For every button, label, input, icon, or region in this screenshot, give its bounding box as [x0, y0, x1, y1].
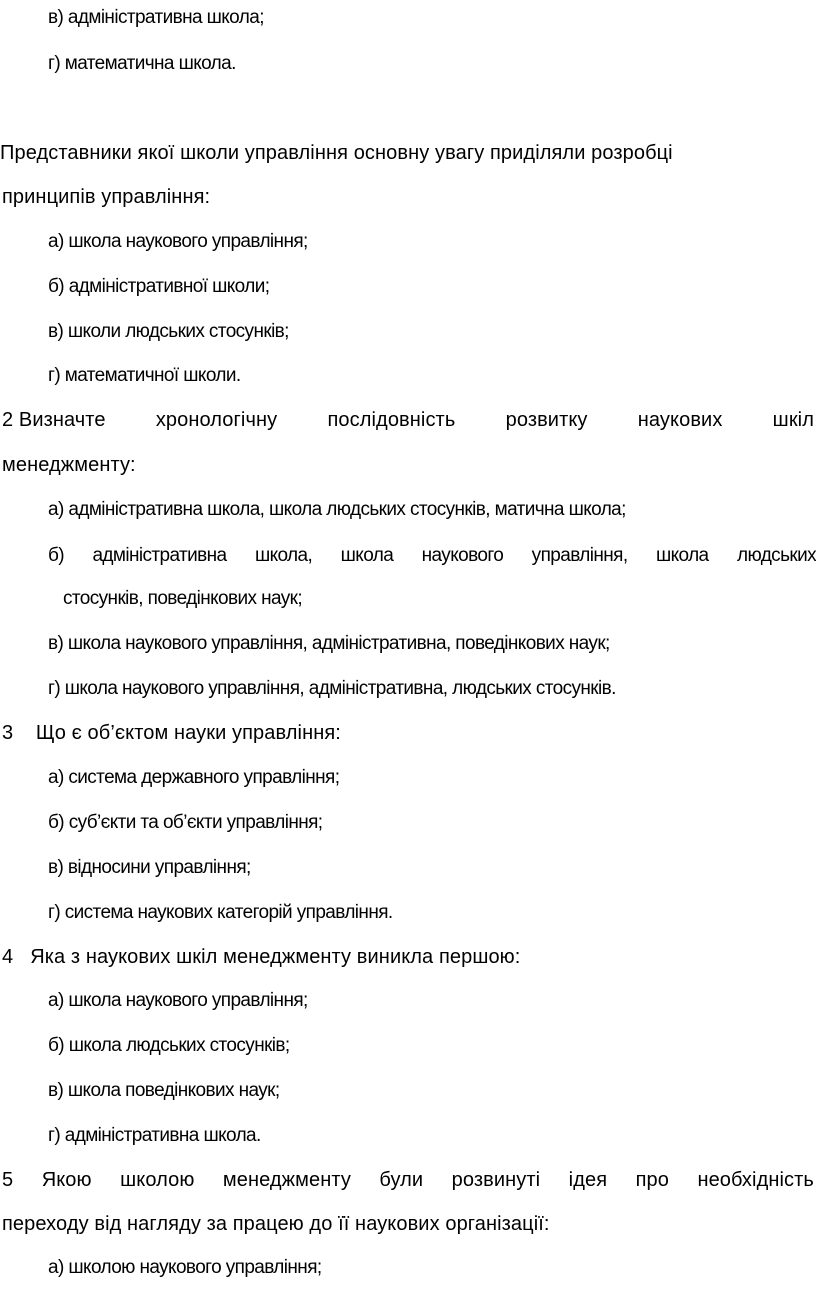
question-text: Представники якої школи управління основну увагу приділяли розробці — [0, 142, 673, 164]
word: школа, — [254, 545, 313, 566]
option-text: а) школа наукового управління; — [48, 231, 308, 252]
word: адміністративна — [92, 545, 227, 566]
word: людських — [736, 545, 816, 566]
option-text: в) школа наукового управління, адміністративна, поведінкових наук; — [48, 633, 610, 654]
word: шкіл — [772, 409, 814, 431]
question-text-justified — [2, 1170, 814, 1190]
option-text: в) адміністративна школа; — [48, 7, 264, 28]
word: б) — [48, 545, 65, 566]
word: розвинуті — [451, 1169, 541, 1191]
option-text: а) адміністративна школа, школа людських стосунків, матична школа; — [48, 499, 626, 520]
word: школа — [340, 545, 394, 566]
question-text: 4 Яка з наукових шкіл менеджменту виникла першою: — [2, 946, 521, 968]
word: Якою — [41, 1169, 92, 1191]
option-text: б) адміністративної школи; — [48, 276, 270, 297]
question-text: переходу від нагляду за працею до її наукових організації: — [2, 1213, 550, 1235]
word: ідея — [568, 1169, 608, 1191]
option-text: б) школа людських стосунків; — [48, 1035, 290, 1056]
word: школою — [120, 1169, 195, 1191]
word: розвитку — [505, 409, 588, 431]
word: хронологічну — [155, 409, 278, 431]
option-text: а) школою наукового управління; — [48, 1257, 322, 1278]
option-text-justified — [48, 546, 816, 565]
option-text: в) школа поведінкових наук; — [48, 1080, 280, 1101]
word: послідовність — [327, 409, 456, 431]
option-text: г) школа наукового управління, адміністративна, людських стосунків. — [48, 678, 616, 699]
option-text: в) відносини управління; — [48, 857, 251, 878]
word: наукових — [637, 409, 723, 431]
option-text: г) адміністративна школа. — [48, 1125, 261, 1146]
word: менеджменту — [222, 1169, 351, 1191]
option-text: г) система наукових категорій управління. — [48, 902, 393, 923]
question-text: менеджменту: — [2, 454, 136, 476]
option-text: б) суб’єкти та об’єкти управління; — [48, 812, 323, 833]
word: були — [379, 1169, 424, 1191]
word: 2 Визначте — [2, 409, 106, 431]
word: управління, — [531, 545, 628, 566]
word: 5 — [2, 1169, 14, 1191]
option-text: в) школи людських стосунків; — [48, 321, 289, 342]
option-text: а) школа наукового управління; — [48, 990, 308, 1011]
option-text: г) математичної школи. — [48, 365, 241, 386]
option-text: стосунків, поведінкових наук; — [63, 588, 303, 609]
question-text: принципів управління: — [2, 186, 211, 208]
option-text: а) система державного управління; — [48, 767, 340, 788]
word: школа — [655, 545, 709, 566]
word: наукового — [421, 545, 504, 566]
question-text: 3 Що є об’єктом науки управління: — [2, 722, 341, 744]
question-text-justified — [2, 410, 814, 430]
word: необхідність — [697, 1169, 814, 1191]
word: про — [635, 1169, 669, 1191]
option-text: г) математична школа. — [48, 53, 236, 74]
